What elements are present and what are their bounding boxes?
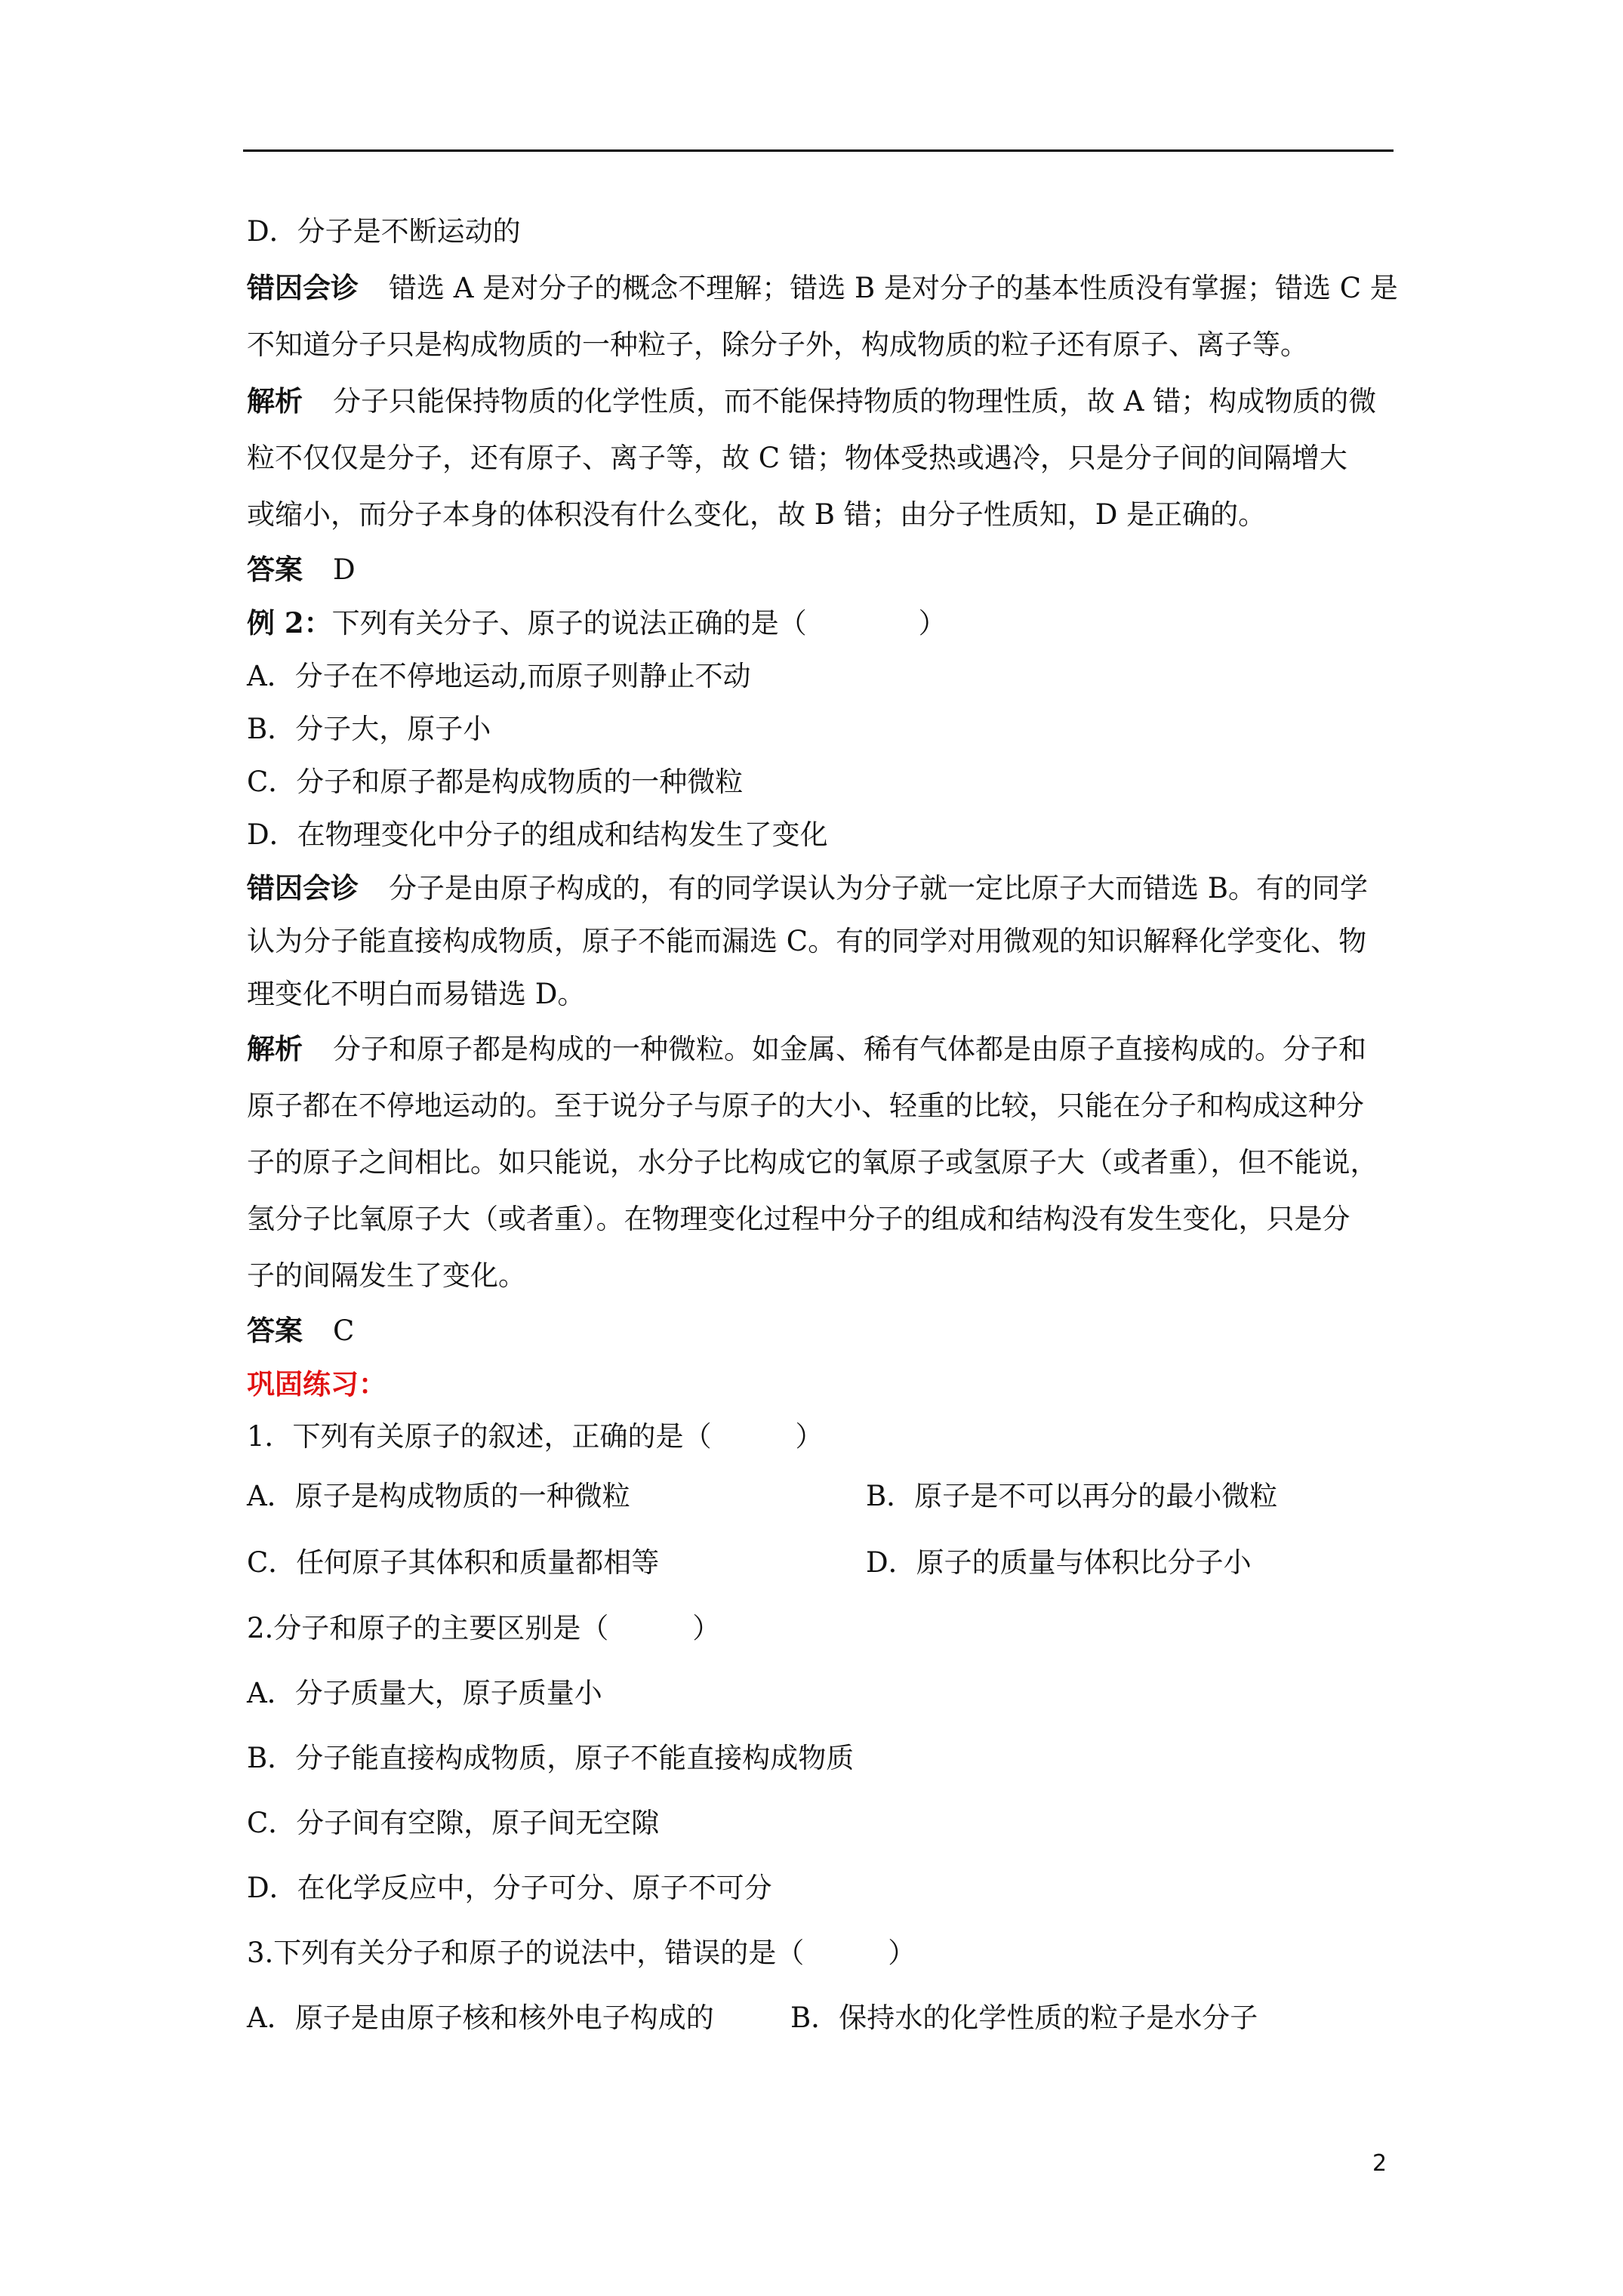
- error-diagnosis-label: 错因会诊: [247, 271, 359, 304]
- example-option-a: A．分子在不停地运动,而原子则静止不动: [247, 660, 751, 692]
- question-3-option-a: A．原子是由原子核和核外电子构成的: [247, 2002, 714, 2034]
- error-diagnosis-line-2: 不知道分子只是构成物质的一种粒子，除分子外，构成物质的粒子还有原子、离子等。: [247, 328, 1308, 361]
- question-2-option-c: C．分子间有空隙，原子间无空隙: [247, 1807, 660, 1839]
- header-rule: [243, 149, 1394, 152]
- answer-label: 答案: [247, 553, 303, 586]
- analysis-2-line-2: 原子都在不停地运动的。至于说分子与原子的大小、轻重的比较，只能在分子和构成这种分: [247, 1089, 1364, 1122]
- example-option-d: D．在物理变化中分子的组成和结构发生了变化: [247, 818, 828, 851]
- question-3-option-b: B．保持水的化学性质的粒子是水分子: [790, 2002, 1258, 2034]
- analysis-line-1: [247, 373, 1409, 430]
- error-diagnosis-2-label: 错因会诊: [247, 871, 359, 905]
- analysis-2-line-1: [247, 1021, 1409, 1077]
- error-diagnosis-2-text: 分子是由原子构成的，有的同学误认为分子就一定比原子大而错选 B。有的同学: [389, 872, 1368, 905]
- error-diagnosis-2-line-3: 理变化不明白而易错选 D。: [247, 978, 586, 1010]
- example-question: 下列有关分子、原子的说法正确的是（ ）: [331, 607, 947, 639]
- analysis-2-line-3: 子的原子之间相比。如只能说，水分子比构成它的氧原子或氢原子大（或者重），但不能说，: [247, 1146, 1378, 1179]
- example-option-c: C．分子和原子都是构成物质的一种微粒: [247, 766, 744, 798]
- question-1-option-a: A．原子是构成物质的一种微粒: [247, 1480, 630, 1512]
- error-diagnosis-2-line-2: 认为分子能直接构成物质，原子不能而漏选 C。有的同学对用微观的知识解释化学变化、物: [247, 925, 1367, 957]
- question-3: 3.下列有关分子和原子的说法中，错误的是（ ）: [247, 1937, 916, 1969]
- example-label: 例 2：: [247, 606, 332, 639]
- analysis-2-line-5: 子的间隔发生了变化。: [247, 1259, 526, 1292]
- error-diagnosis-2-line-1: [247, 861, 1409, 915]
- analysis-label: 解析: [247, 384, 303, 418]
- question-2: 2.分子和原子的主要区别是（ ）: [247, 1612, 721, 1644]
- answer-2-label: 答案: [247, 1314, 303, 1347]
- question-3-options-row-1: [247, 1986, 1409, 2051]
- analysis-line-3: 或缩小，而分子本身的体积没有什么变化，故 B 错；由分子性质知，D 是正确的。: [247, 498, 1267, 531]
- error-diagnosis-text: 错选 A 是对分子的概念不理解；错选 B 是对分子的基本性质没有掌握；错选 C 是: [389, 272, 1398, 304]
- answer-line-2: [247, 1304, 1409, 1358]
- question-2-option-b: B．分子能直接构成物质，原子不能直接构成物质: [247, 1742, 855, 1774]
- question-1-options-row-1: [247, 1463, 1409, 1530]
- question-1-option-d: D．原子的质量与体积比分子小: [866, 1546, 1252, 1579]
- option-d-line: D．分子是不断运动的: [247, 215, 521, 248]
- question-1-option-b: B．原子是不可以再分的最小微粒: [866, 1480, 1278, 1512]
- answer-value: D: [333, 553, 356, 586]
- question-2-option-a: A．分子质量大，原子质量小: [247, 1677, 602, 1709]
- question-2-option-d: D．在化学反应中，分子可分、原子不可分: [247, 1872, 772, 1904]
- analysis-2-text: 分子和原子都是构成的一种微粒。如金属、稀有气体都是由原子直接构成的。分子和: [333, 1033, 1366, 1065]
- example-2-title: [247, 596, 1409, 650]
- analysis-2-line-4: 氢分子比氧原子大（或者重）。在物理变化过程中分子的组成和结构没有发生变化，只是分: [247, 1203, 1350, 1235]
- practice-heading: 巩固练习：: [247, 1367, 387, 1401]
- answer-line-1: [247, 543, 1409, 596]
- answer-2-value: C: [333, 1314, 355, 1347]
- page-number: 2: [1372, 2150, 1387, 2177]
- error-diagnosis-line-1: [247, 260, 1409, 316]
- question-1-option-c: C．任何原子其体积和质量都相等: [247, 1546, 660, 1579]
- question-1: 1．下列有关原子的叙述，正确的是（ ）: [247, 1420, 824, 1453]
- analysis-line-2: 粒不仅仅是分子，还有原子、离子等，故 C 错；物体受热或遇冷，只是分子间的间隔增大: [247, 442, 1347, 474]
- example-option-b: B．分子大，原子小: [247, 713, 491, 745]
- question-1-options-row-2: [247, 1530, 1409, 1596]
- analysis-2-label: 解析: [247, 1032, 303, 1065]
- document-body: [247, 204, 1409, 2051]
- analysis-text: 分子只能保持物质的化学性质，而不能保持物质的物理性质，故 A 错；构成物质的微: [333, 385, 1377, 418]
